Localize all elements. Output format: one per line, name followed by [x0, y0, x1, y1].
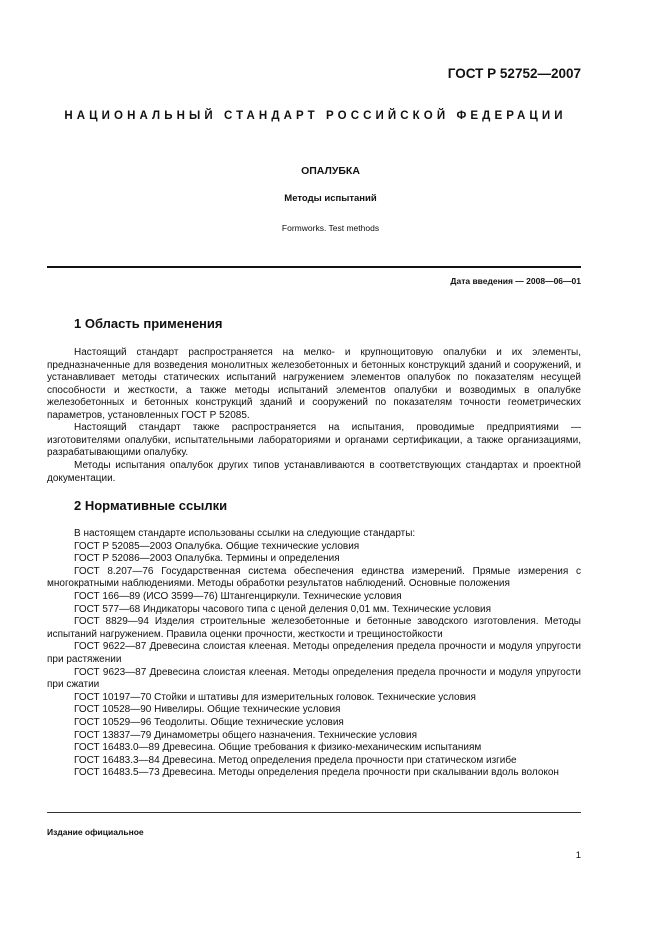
reference-item: ГОСТ 10197—70 Стойки и штативы для измерительных головок. Технические условия [74, 691, 476, 703]
reference-item: ГОСТ 13837—79 Динамометры общего назначения. Технические условия [74, 729, 417, 741]
reference-item: ГОСТ Р 52086—2003 Опалубка. Термины и определения [74, 553, 340, 565]
normative-references-list [47, 528, 581, 780]
section-1-paragraph-1 [47, 347, 581, 423]
reference-item: ГОСТ 8829—94 Изделия строительные железобетонные и бетонные заводского изготовления. Методы испытаний нагружением. Правила оценки прочности, жесткости и трещиностойкости [47, 616, 581, 640]
reference-item: ГОСТ 16483.5—73 Древесина. Методы определения предела прочности при скалывании вдоль волокон [74, 767, 559, 779]
reference-item: ГОСТ 166—89 (ИСО 3599—76) Штангенциркули. Технические условия [74, 590, 402, 602]
reference-item: ГОСТ 16483.0—89 Древесина. Общие требования к физико-механическим испытаниям [74, 742, 482, 754]
reference-item: ГОСТ 577—68 Индикаторы часового типа с ценой деления 0,01 мм. Технические условия [74, 603, 492, 615]
footer-divider [47, 812, 581, 813]
reference-item: ГОСТ 10528—90 Нивелиры. Общие технические условия [74, 704, 341, 716]
section-2-heading: 2 Нормативные ссылки [74, 498, 228, 513]
document-title: ОПАЛУБКА [301, 165, 360, 177]
reference-item: ГОСТ 9623—87 Древесина слоистая клееная. Методы определения предела прочности и модуля упругости при сжатии [47, 666, 581, 691]
reference-item: ГОСТ 9622—87 Древесина слоистая клееная. Методы определения предела прочности и модуля упругости при растяжении [47, 641, 581, 665]
reference-item: ГОСТ 10529—96 Теодолиты. Общие технические условия [74, 716, 344, 728]
page-number: 1 [575, 850, 581, 861]
references-intro: В настоящем стандарте использованы ссылки на следующие стандарты: [74, 528, 416, 539]
document-subtitle: Методы испытаний [284, 193, 377, 204]
reference-item: ГОСТ 16483.3—84 Древесина. Метод определения предела прочности при статическом изгибе [74, 754, 517, 766]
document-title-english: Formworks. Test methods [281, 223, 380, 233]
paragraph-text: Настоящий стандарт также распространяется на испытания, проводимые предприятиями — изготовителями опалубки, испытательными лабораториями и органами сертификации, а также организациями, разрабатывающими опалубку. [47, 422, 581, 459]
paragraph-text: Настоящий стандарт распространяется на мелко- и крупнощитовую опалубки и их элементы, предназначенные для возведения монолитных железобетонных и бетонных конструкций зданий и сооружений, и устанавливает методы статических испытаний нагружением элементов опалубок по показателям несущей способности и жесткости, а также методы испытаний элементов опалубки и возводимых в опалубке железобетонных и бетонных конструкций зданий и сооружений по показателям точности геометрических параметров, установленных ГОСТ Р 52085. [47, 347, 581, 421]
section-1-paragraph-3 [47, 460, 581, 485]
reference-item: ГОСТ 8.207—76 Государственная система обеспечения единства измерений. Прямые измерения с многократными наблюдениями. Методы обработки результатов наблюдений. Основные положения [47, 565, 581, 590]
section-1-paragraph-2 [47, 422, 581, 460]
section-1-heading: 1 Область применения [74, 316, 223, 331]
paragraph-text: Методы испытания опалубок других типов устанавливаются в соответствующих стандартах и проектной документации. [47, 460, 581, 484]
reference-item: ГОСТ Р 52085—2003 Опалубка. Общие технические условия [74, 540, 360, 552]
introduction-date: Дата введения — 2008—06—01 [450, 276, 581, 286]
title-divider [47, 266, 581, 268]
official-edition-label: Издание официальное [47, 827, 144, 837]
national-standard-banner: НАЦИОНАЛЬНЫЙ СТАНДАРТ РОССИЙСКОЙ ФЕДЕРАЦИИ [64, 110, 567, 122]
document-number: ГОСТ Р 52752—2007 [447, 66, 581, 81]
